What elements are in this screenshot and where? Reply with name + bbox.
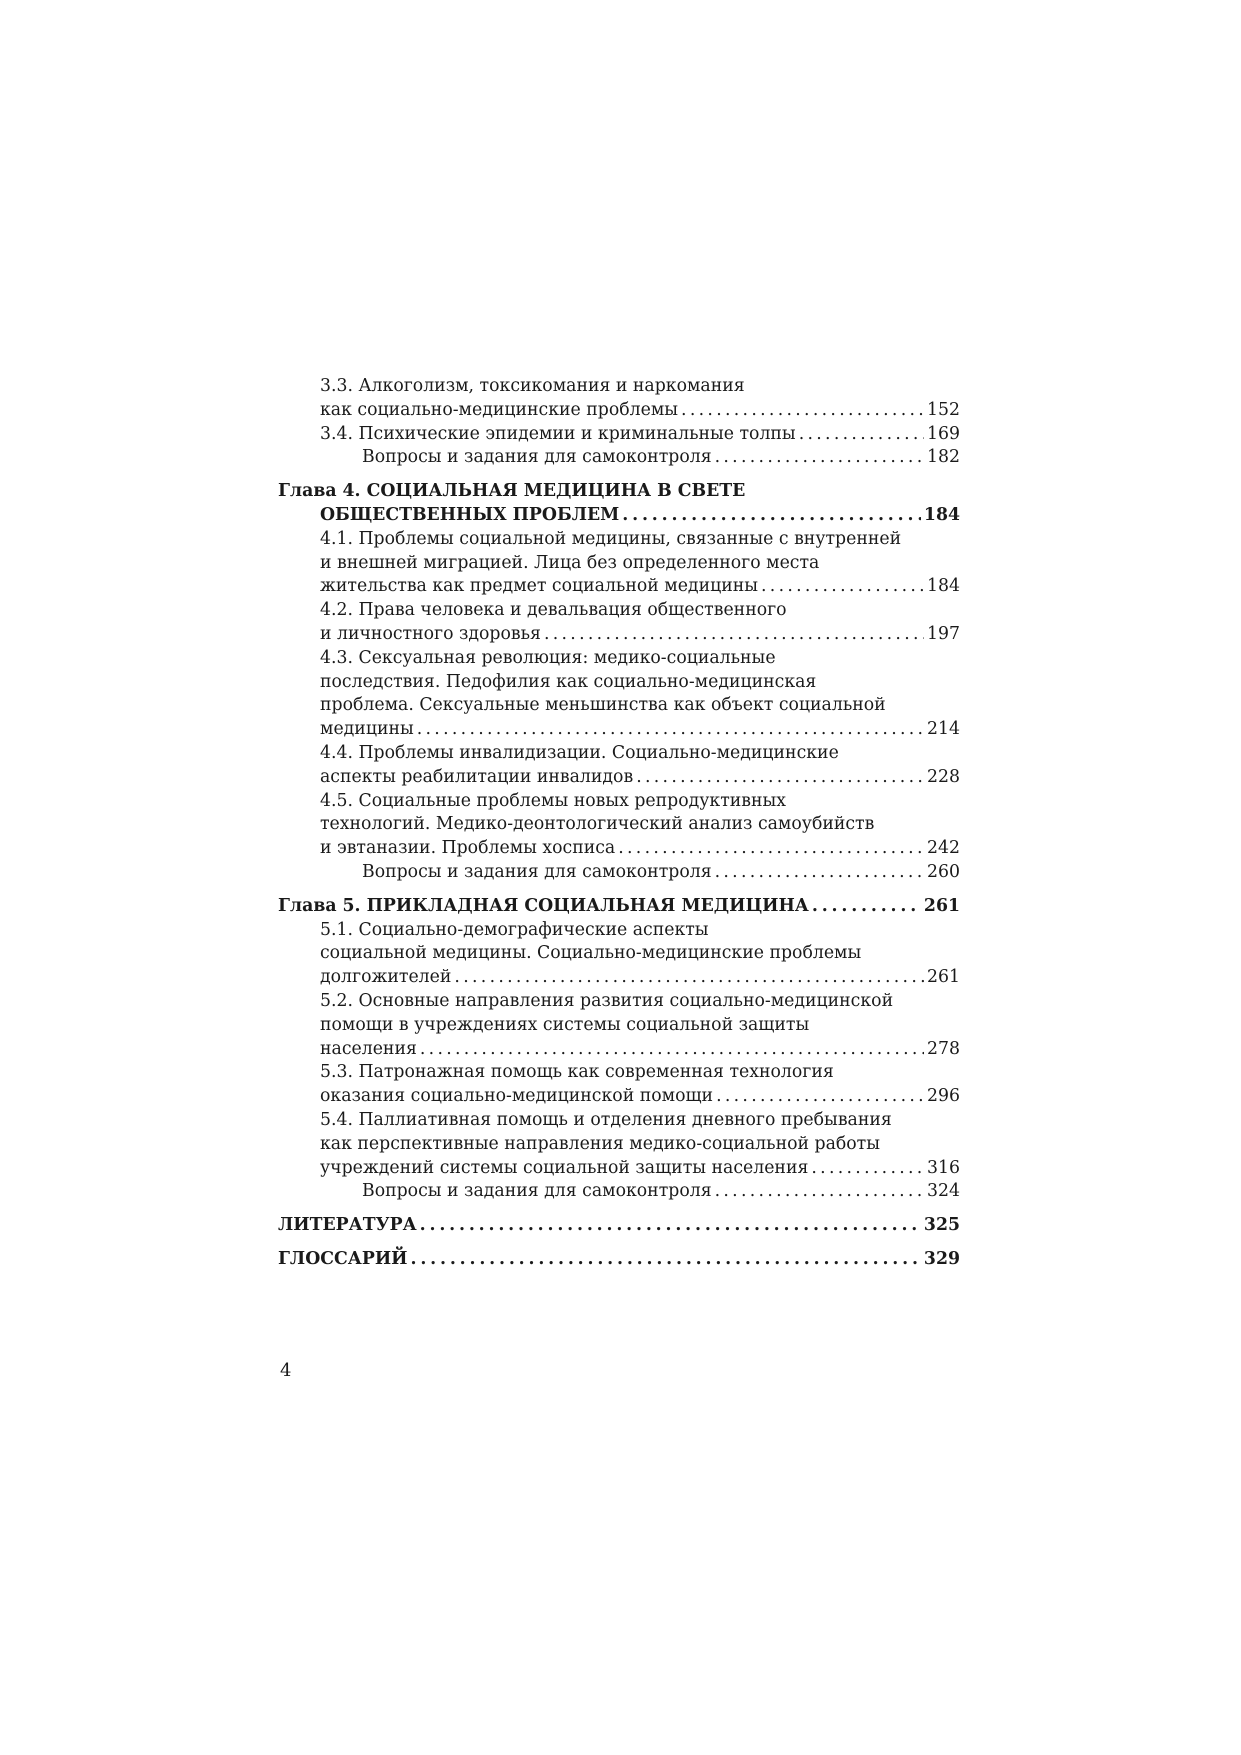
toc-entry-title: технологий. Медико-деонтологический анализ самоубийств bbox=[320, 814, 875, 835]
toc-line bbox=[278, 1248, 960, 1272]
toc-line bbox=[278, 528, 960, 552]
toc-page-number: 261 bbox=[923, 895, 960, 916]
toc-entry-title: как перспективные направления медико-социальной работы bbox=[320, 1133, 880, 1154]
toc-page-number: 261 bbox=[927, 967, 960, 988]
toc-line bbox=[278, 813, 960, 837]
toc-entry-title: оказания социально-медицинской помощи bbox=[320, 1086, 714, 1107]
dot-leader bbox=[420, 1038, 924, 1062]
section-gap bbox=[278, 470, 960, 480]
toc-entry-title: 4.5. Социальные проблемы новых репродуктивных bbox=[320, 790, 787, 811]
dot-leader bbox=[618, 837, 924, 861]
toc-page-number: 316 bbox=[927, 1157, 960, 1178]
dot-leader bbox=[715, 1180, 924, 1204]
toc-entry-title: 3.4. Психические эпидемии и криминальные толпы bbox=[320, 423, 796, 444]
toc-line bbox=[278, 1157, 960, 1181]
toc-entry-title: 4.3. Сексуальная революция: медико-социальные bbox=[320, 647, 776, 668]
toc-page-number: 242 bbox=[927, 838, 960, 859]
dot-leader bbox=[417, 718, 924, 742]
toc-entry-title: ЛИТЕРАТУРА bbox=[278, 1215, 417, 1236]
toc-page-number: 278 bbox=[927, 1038, 960, 1059]
dot-leader bbox=[715, 861, 924, 885]
toc-entry-title: и внешней миграцией. Лица без определенного места bbox=[320, 552, 820, 573]
toc-entry-title: Вопросы и задания для самоконтроля bbox=[362, 861, 712, 882]
toc-line bbox=[278, 1214, 960, 1238]
dot-leader bbox=[715, 446, 924, 470]
toc-line bbox=[278, 647, 960, 671]
toc-entry-title: 4.1. Проблемы социальной медицины, связанные с внутренней bbox=[320, 528, 902, 549]
toc-line bbox=[278, 623, 960, 647]
dot-leader bbox=[622, 504, 921, 528]
toc-entry[interactable] bbox=[278, 895, 960, 919]
toc-entry[interactable] bbox=[278, 423, 960, 447]
table-of-contents bbox=[278, 375, 960, 1272]
toc-entry-title: 4.4. Проблемы инвалидизации. Социально-медицинские bbox=[320, 742, 839, 763]
toc-line bbox=[278, 742, 960, 766]
toc-line bbox=[278, 790, 960, 814]
toc-entry-title: медицины bbox=[320, 719, 414, 740]
toc-line bbox=[278, 837, 960, 861]
dot-leader bbox=[636, 766, 924, 790]
toc-line bbox=[278, 1180, 960, 1204]
toc-entry-title: 5.4. Паллиативная помощь и отделения дневного пребывания bbox=[320, 1109, 892, 1130]
toc-entry[interactable] bbox=[278, 990, 960, 1061]
toc-line bbox=[278, 575, 960, 599]
toc-page-number: 260 bbox=[927, 861, 960, 882]
toc-entry[interactable] bbox=[278, 1214, 960, 1238]
toc-entry-title: проблема. Сексуальные меньшинства как объект социальной bbox=[320, 695, 886, 716]
toc-entry[interactable] bbox=[278, 742, 960, 790]
toc-page-number: 329 bbox=[923, 1248, 960, 1269]
toc-line bbox=[278, 1038, 960, 1062]
toc-entry-title: ГЛОССАРИЙ bbox=[278, 1248, 408, 1269]
toc-line bbox=[278, 1014, 960, 1038]
toc-line bbox=[278, 861, 960, 885]
toc-line bbox=[278, 504, 960, 528]
toc-entry-title: и эвтаназии. Проблемы хосписа bbox=[320, 838, 616, 859]
toc-page-number: 324 bbox=[927, 1181, 960, 1202]
toc-line bbox=[278, 599, 960, 623]
section-gap bbox=[278, 885, 960, 895]
toc-line bbox=[278, 1133, 960, 1157]
toc-line bbox=[278, 552, 960, 576]
dot-leader bbox=[411, 1248, 921, 1272]
section-gap bbox=[278, 1238, 960, 1248]
toc-entry-title: ОБЩЕСТВЕННЫХ ПРОБЛЕМ bbox=[320, 504, 620, 525]
toc-page-number: 184 bbox=[923, 504, 960, 525]
toc-entry[interactable] bbox=[278, 1061, 960, 1109]
toc-entry[interactable] bbox=[278, 647, 960, 742]
toc-entry-title: аспекты реабилитации инвалидов bbox=[320, 766, 634, 787]
toc-line bbox=[278, 966, 960, 990]
toc-line bbox=[278, 480, 960, 504]
toc-line bbox=[278, 1085, 960, 1109]
toc-entry-title: Вопросы и задания для самоконтроля bbox=[362, 1181, 712, 1202]
toc-entry-title: и личностного здоровья bbox=[320, 623, 541, 644]
toc-line bbox=[278, 1061, 960, 1085]
toc-line bbox=[278, 919, 960, 943]
dot-leader bbox=[761, 575, 924, 599]
toc-entry[interactable] bbox=[278, 446, 960, 470]
dot-leader bbox=[811, 1157, 924, 1181]
toc-page-number: 197 bbox=[927, 623, 960, 644]
toc-page-number: 228 bbox=[927, 766, 960, 787]
toc-page-number: 184 bbox=[927, 576, 960, 597]
toc-entry[interactable] bbox=[278, 1109, 960, 1180]
toc-page-number: 152 bbox=[927, 399, 960, 420]
dot-leader bbox=[681, 399, 924, 423]
page-number: 4 bbox=[280, 1360, 292, 1381]
toc-entry-title: 4.2. Права человека и девальвация общественного bbox=[320, 600, 787, 621]
toc-entry[interactable] bbox=[278, 919, 960, 990]
toc-line bbox=[278, 694, 960, 718]
toc-entry[interactable] bbox=[278, 375, 960, 423]
toc-entry[interactable] bbox=[278, 480, 960, 528]
toc-entry[interactable] bbox=[278, 1180, 960, 1204]
toc-line bbox=[278, 942, 960, 966]
toc-entry-title: Глава 4. СОЦИАЛЬНАЯ МЕДИЦИНА В СВЕТЕ bbox=[278, 481, 746, 502]
toc-entry-title: населения bbox=[320, 1038, 417, 1059]
dot-leader bbox=[716, 1085, 924, 1109]
toc-entry-title: долгожителей bbox=[320, 967, 452, 988]
section-gap bbox=[278, 1204, 960, 1214]
toc-line bbox=[278, 895, 960, 919]
toc-entry-title: 3.3. Алкоголизм, токсикомания и наркомания bbox=[320, 376, 745, 396]
toc-entry-title: 5.2. Основные направления развития социально-медицинской bbox=[320, 990, 894, 1011]
toc-line bbox=[278, 423, 960, 447]
dot-leader bbox=[812, 895, 921, 919]
toc-entry[interactable] bbox=[278, 528, 960, 599]
toc-line bbox=[278, 1109, 960, 1133]
toc-line bbox=[278, 446, 960, 470]
toc-entry-title: 5.3. Патронажная помощь как современная технология bbox=[320, 1062, 834, 1083]
toc-page-number: 182 bbox=[927, 447, 960, 468]
toc-entry-title: социальной медицины. Социально-медицинские проблемы bbox=[320, 943, 862, 964]
toc-entry-title: жительства как предмет социальной медицины bbox=[320, 576, 758, 597]
toc-entry-title: Вопросы и задания для самоконтроля bbox=[362, 447, 712, 468]
toc-page-number: 325 bbox=[923, 1215, 960, 1236]
toc-page-number: 296 bbox=[927, 1086, 960, 1107]
toc-entry-title: помощи в учреждениях системы социальной защиты bbox=[320, 1014, 810, 1035]
toc-entry[interactable] bbox=[278, 599, 960, 647]
toc-line bbox=[278, 671, 960, 695]
toc-page-number: 214 bbox=[927, 719, 960, 740]
toc-entry[interactable] bbox=[278, 1248, 960, 1272]
dot-leader bbox=[454, 966, 924, 990]
dot-leader bbox=[544, 623, 924, 647]
toc-page-number: 169 bbox=[927, 423, 960, 444]
toc-entry-title: последствия. Педофилия как социально-медицинская bbox=[320, 671, 817, 692]
toc-line bbox=[278, 766, 960, 790]
toc-entry-title: учреждений системы социальной защиты населения bbox=[320, 1157, 809, 1178]
toc-line bbox=[278, 399, 960, 423]
toc-entry-title: 5.1. Социально-демографические аспекты bbox=[320, 919, 709, 940]
dot-leader bbox=[799, 423, 924, 447]
toc-line bbox=[278, 990, 960, 1014]
toc-entry-title: Глава 5. ПРИКЛАДНАЯ СОЦИАЛЬНАЯ МЕДИЦИНА bbox=[278, 895, 809, 916]
toc-entry[interactable] bbox=[278, 861, 960, 885]
toc-line bbox=[278, 718, 960, 742]
toc-entry-title: как социально-медицинские проблемы bbox=[320, 399, 679, 420]
toc-entry[interactable] bbox=[278, 790, 960, 861]
toc-line bbox=[278, 375, 960, 399]
dot-leader bbox=[420, 1214, 921, 1238]
